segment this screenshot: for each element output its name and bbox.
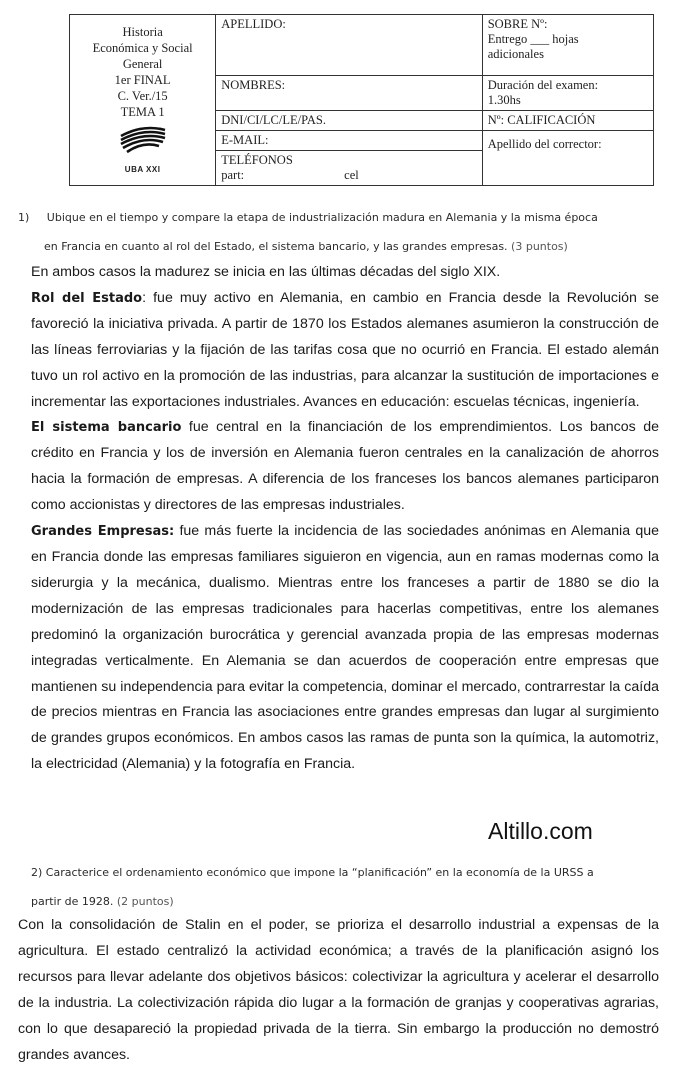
question-number: 1) [18, 211, 30, 224]
answer-1-sistema-bancario [31, 415, 659, 519]
calificacion-cell [482, 111, 653, 131]
subject-cell [70, 15, 216, 186]
apellido-label: APELLIDO: [221, 17, 286, 31]
exam-topic: TEMA 1 [120, 104, 165, 119]
adicionales-label: adicionales [487, 47, 544, 61]
answer-2-text: Con la consolidación de Stalin en el poder, se prioriza el desarrollo industrial a expensas de la agricultura. El estado centralizó la actividad económica; a través de la planificación asignó los recursos para llevar adelante dos objetivos básicos: colectivizar la agricultura y acelerar el desarrollo de la industria. La colectivización rápida dio lugar a la formación de granjas y cooperativas agrarias, con lo que desapareció la propiedad privada de la tierra. Sin embargo la producción no demostró grandes avances. [18, 917, 659, 1063]
duracion-cell [482, 76, 653, 111]
uba-xxi-logo-icon [117, 126, 169, 156]
apellido-cell [216, 15, 482, 76]
part-label: part: [221, 168, 245, 182]
grandes-empresas-heading: Grandes Empresas: [31, 524, 175, 540]
telefonos-label: TELÉFONOS [221, 153, 293, 167]
sistema-bancario-heading: El sistema bancario [31, 420, 182, 436]
sistema-bancario-text: fue central en la financiación de los emprendimientos. Los bancos de crédito en Francia y los de inversión en Alemania fueron centrales en la canalización de ahorros hacia la formación de empresas. A diferencia de los franceses los bancos alemanes participaron como accionistas y directores de las empresas industriales. [31, 419, 659, 514]
email-label: E-MAIL: [221, 133, 269, 147]
question-2 [31, 858, 671, 916]
entrego-label: Entrego ___ hojas [487, 32, 579, 46]
answer-2 [18, 913, 659, 1068]
telefonos-cell [216, 151, 482, 186]
altillo-watermark: Altillo.com [488, 818, 593, 844]
grandes-empresas-text: fue más fuerte la incidencia de las sociedades anónimas en Alemania que en Francia donde las empresas familiares siguieron en vigencia, aun en ramas modernas como la siderurgia y la mecánica, dualismo. Mientras entre los franceses a partir de 1880 se dio la modernización de las empresas tradicionales para hacerlas competitivas, entre los alemanes predominó la organización burocrática y gerencial avanzada propia de las empresas modernas integradas verticalmente. En Alemania se dan acuerdos de cooperación entre empresas que mantienen su independencia para evitar la competencia, dominar el mercado, contrarrestar la caída de precios mientras en Francia las asociaciones entre grandes empresas dan lugar al surgimiento de grandes grupos económicos. En ambos casos las ramas de punta son la química, la automotriz, la electricidad (Alemania) y la fotografía en Francia. [31, 523, 659, 773]
rol-estado-heading: Rol del Estado [31, 290, 143, 306]
rol-estado-text: : fue muy activo en Alemania, en cambio en Francia desde la Revolución se favoreció la iniciativa privada. A partir de 1870 los Estados alemanes asumieron la construcción de las líneas ferroviarias y la fijación de las tarifas cosa que no ocurrió en Francia. El estado alemán tuvo un rol activo en la promoción de las industrias, para alcanzar la sustitución de importaciones e incrementar las exportaciones industriales. Avances en educación: escuelas técnicas, ingeniería. [31, 289, 659, 410]
phone-fields [221, 168, 476, 183]
question-text: partir de 1928. [31, 895, 114, 908]
answer-1 [31, 260, 659, 778]
question-1-line-1 [18, 203, 668, 232]
dni-cell [216, 111, 482, 131]
exam-version: C. Ver./15 [117, 88, 168, 103]
logo-label: UBA XXI [124, 164, 161, 174]
email-cell [216, 131, 482, 151]
question-points: (2 puntos) [116, 895, 174, 908]
subject-line: Económica y Social [92, 40, 193, 55]
calificacion-label: Nº: CALIFICACIÓN [487, 113, 596, 127]
cel-label: cel [344, 168, 359, 182]
question-text: Ubique en el tiempo y compare la etapa de industrialización madura en Alemania y la misma época [46, 211, 598, 224]
exam-header-table [69, 14, 654, 186]
subject-block [75, 24, 210, 120]
answer-1-rol-estado [31, 286, 659, 416]
question-1 [18, 203, 668, 261]
question-1-line-2 [18, 232, 668, 261]
exam-type: 1er FINAL [114, 72, 171, 87]
answer-1-grandes-empresas [31, 519, 659, 778]
question-text: en Francia en cuanto al rol del Estado, el sistema bancario, y las grandes empresas. [44, 240, 508, 253]
corrector-cell [482, 131, 653, 186]
corrector-label: Apellido del corrector: [487, 137, 602, 151]
subject-line: General [122, 56, 163, 71]
subject-line: Historia [122, 24, 163, 39]
nombres-label: NOMBRES: [221, 78, 286, 92]
question-points: (3 puntos) [511, 240, 568, 253]
nombres-cell [216, 76, 482, 111]
duracion-value: 1.30hs [487, 93, 521, 107]
sobre-label: SOBRE Nº: [487, 17, 548, 31]
question-text: 2) Caracterice el ordenamiento económico que impone la “planificación” en la economía de la URSS a [31, 866, 594, 879]
question-2-line-2 [31, 887, 671, 916]
duracion-label: Duración del examen: [487, 78, 599, 92]
dni-label: DNI/CI/LC/LE/PAS. [221, 113, 327, 127]
sobre-cell [482, 15, 653, 76]
answer-1-intro: En ambos casos la madurez se inicia en las últimas décadas del siglo XIX. [31, 264, 501, 280]
